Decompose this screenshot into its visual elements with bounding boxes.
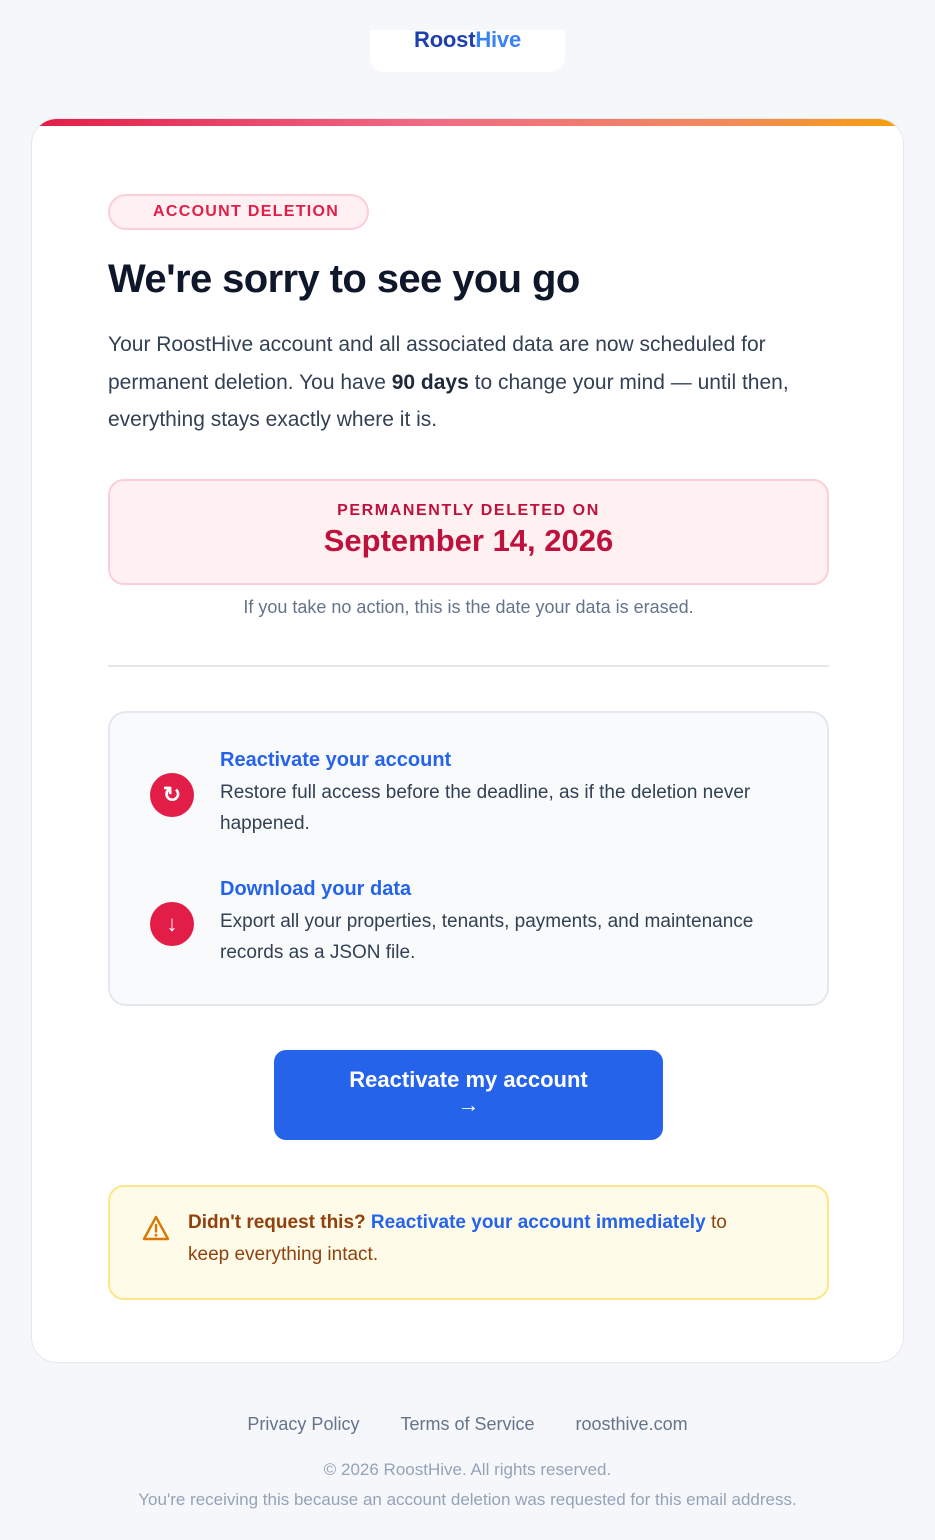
privacy-policy-link[interactable]: Privacy Policy [247,1414,360,1434]
option-description: Export all your properties, tenants, payments, and maintenance records as a JSON file. [220,911,754,963]
deadline-date: September 14, 2026 [323,523,614,558]
email-reason-text: You're receiving this because an account deletion was requested for this email address. [138,1490,797,1509]
deadline-note: If you take no action, this is the date your data is erased. [243,597,694,617]
reactivate-link[interactable]: Reactivate your account immediately [370,1212,706,1233]
warning-text [188,1207,788,1271]
intro-text-start: Your RoostHive account and all associated data are now scheduled for permanent deletion. You have [108,333,766,394]
reactivate-button[interactable] [274,1050,663,1140]
brand-part-2: Hive [475,27,521,52]
option-description: Restore full access before the deadline, as if the deletion never happened. [220,782,751,834]
accent-bar [32,119,903,126]
divider [108,665,829,667]
warning-text-after-link: to [710,1212,727,1233]
status-badge: ACCOUNT DELETION [108,194,369,230]
warning-icon [142,1215,170,1241]
intro-highlight-days: 90 days [391,370,469,394]
warning-question: Didn't request this? [188,1212,366,1233]
intro-text-end: to change your mind — until then, everything stays exactly where it is. [108,370,789,431]
option-title[interactable]: Reactivate your account [220,749,452,771]
reactivate-button-label: Reactivate my account [349,1067,588,1092]
arrow-right-icon: → [457,1092,480,1117]
copyright-text: © 2026 RoostHive. All rights reserved. [323,1460,612,1479]
warning-text-line-2: keep everything intact. [188,1244,379,1265]
deadline-label: PERMANENTLY DELETED ON [337,502,600,519]
refresh-icon: ↻ [150,773,194,817]
brand-part-1: Roost [414,27,476,52]
download-icon: ↓ [150,902,194,946]
email-card [31,118,904,1363]
page-title: We're sorry to see you go [108,257,580,301]
terms-of-service-link[interactable]: Terms of Service [400,1414,535,1434]
option-title[interactable]: Download your data [220,878,412,900]
logo [370,27,565,72]
brand-wordmark [414,27,521,52]
footer-links [0,1414,935,1435]
options-panel [108,711,829,1006]
intro-paragraph [108,326,828,439]
deadline-panel [108,479,829,585]
warning-callout [108,1185,829,1300]
website-link[interactable]: roosthive.com [575,1414,688,1434]
